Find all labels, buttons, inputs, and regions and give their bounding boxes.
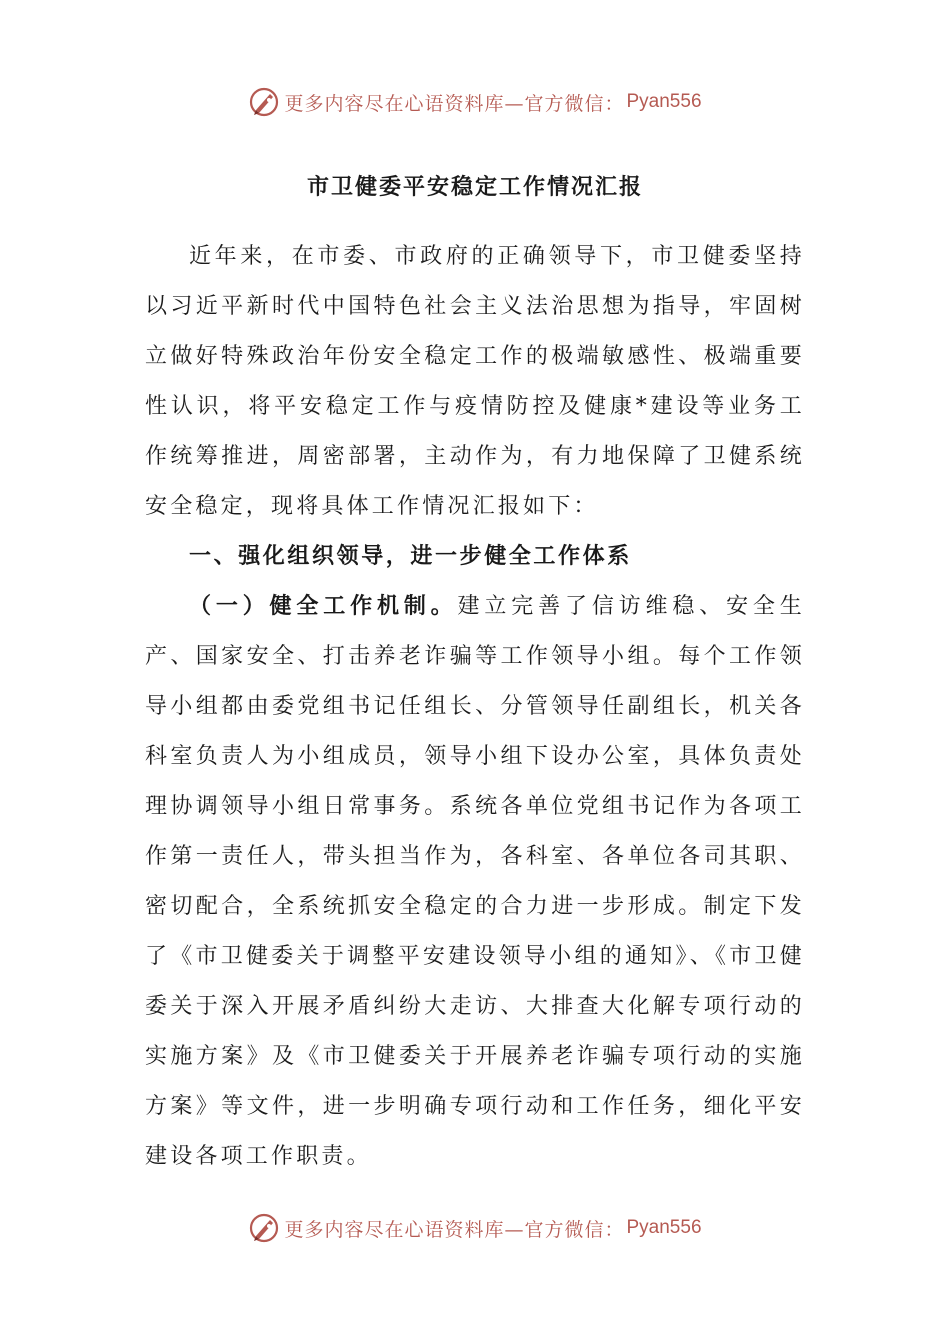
banner-text: 更多内容尽在心语资料库—官方微信： <box>284 1218 625 1241</box>
subsection-body: 建立完善了信访维稳、安全生产、国家安全、打击养老诈骗等工作领导小组。每个工作领导小组都由委党组书记任组长、分管领导任副组长，机关各科室负责人为小组成员，领导小组下设办公室，具体负责处理协调领导小组日常事务。系统各单位党组书记作为各项工作第一责任人，带头担当作为，各科室、各单位各司其职、密切配合，全系统抓安全稳定的合力进一步形成。制定下发了《市卫健委关于调整平安建设领导小组的通知》、《市卫健委关于深入开展矛盾纠纷大走访、大排查大化解专项行动的实施方案》及《市卫健委关于开展养老诈骗专项行动的实施方案》等文件，进一步明确专项行动和工作任务，细化平安建设各项工作职责。 <box>145 594 805 1169</box>
subsection-paragraph <box>145 582 805 1182</box>
header-banner <box>0 80 950 124</box>
subsection-heading: （一）健全工作机制。 <box>189 594 458 619</box>
document-body <box>145 232 805 1182</box>
pen-logo-icon <box>248 1212 280 1244</box>
intro-paragraph: 近年来，在市委、市政府的正确领导下，市卫健委坚持以习近平新时代中国特色社会主义法治思想为指导，牢固树立做好特殊政治年份安全稳定工作的极端敏感性、极端重要性认识，将平安稳定工作与疫情防控及健康*建设等业务工作统筹推进，周密部署，主动作为，有力地保障了卫健系统安全稳定，现将具体工作情况汇报如下： <box>145 244 805 519</box>
section-heading: 一、强化组织领导，进一步健全工作体系 <box>189 544 632 569</box>
pen-logo-icon <box>248 86 280 118</box>
banner-text: 更多内容尽在心语资料库—官方微信： <box>284 92 625 115</box>
footer-banner <box>0 1206 950 1250</box>
wechat-id: Pyan556 <box>626 1217 702 1238</box>
document-title: 市卫健委平安稳定工作情况汇报 <box>306 175 643 200</box>
wechat-id: Pyan556 <box>626 91 702 112</box>
